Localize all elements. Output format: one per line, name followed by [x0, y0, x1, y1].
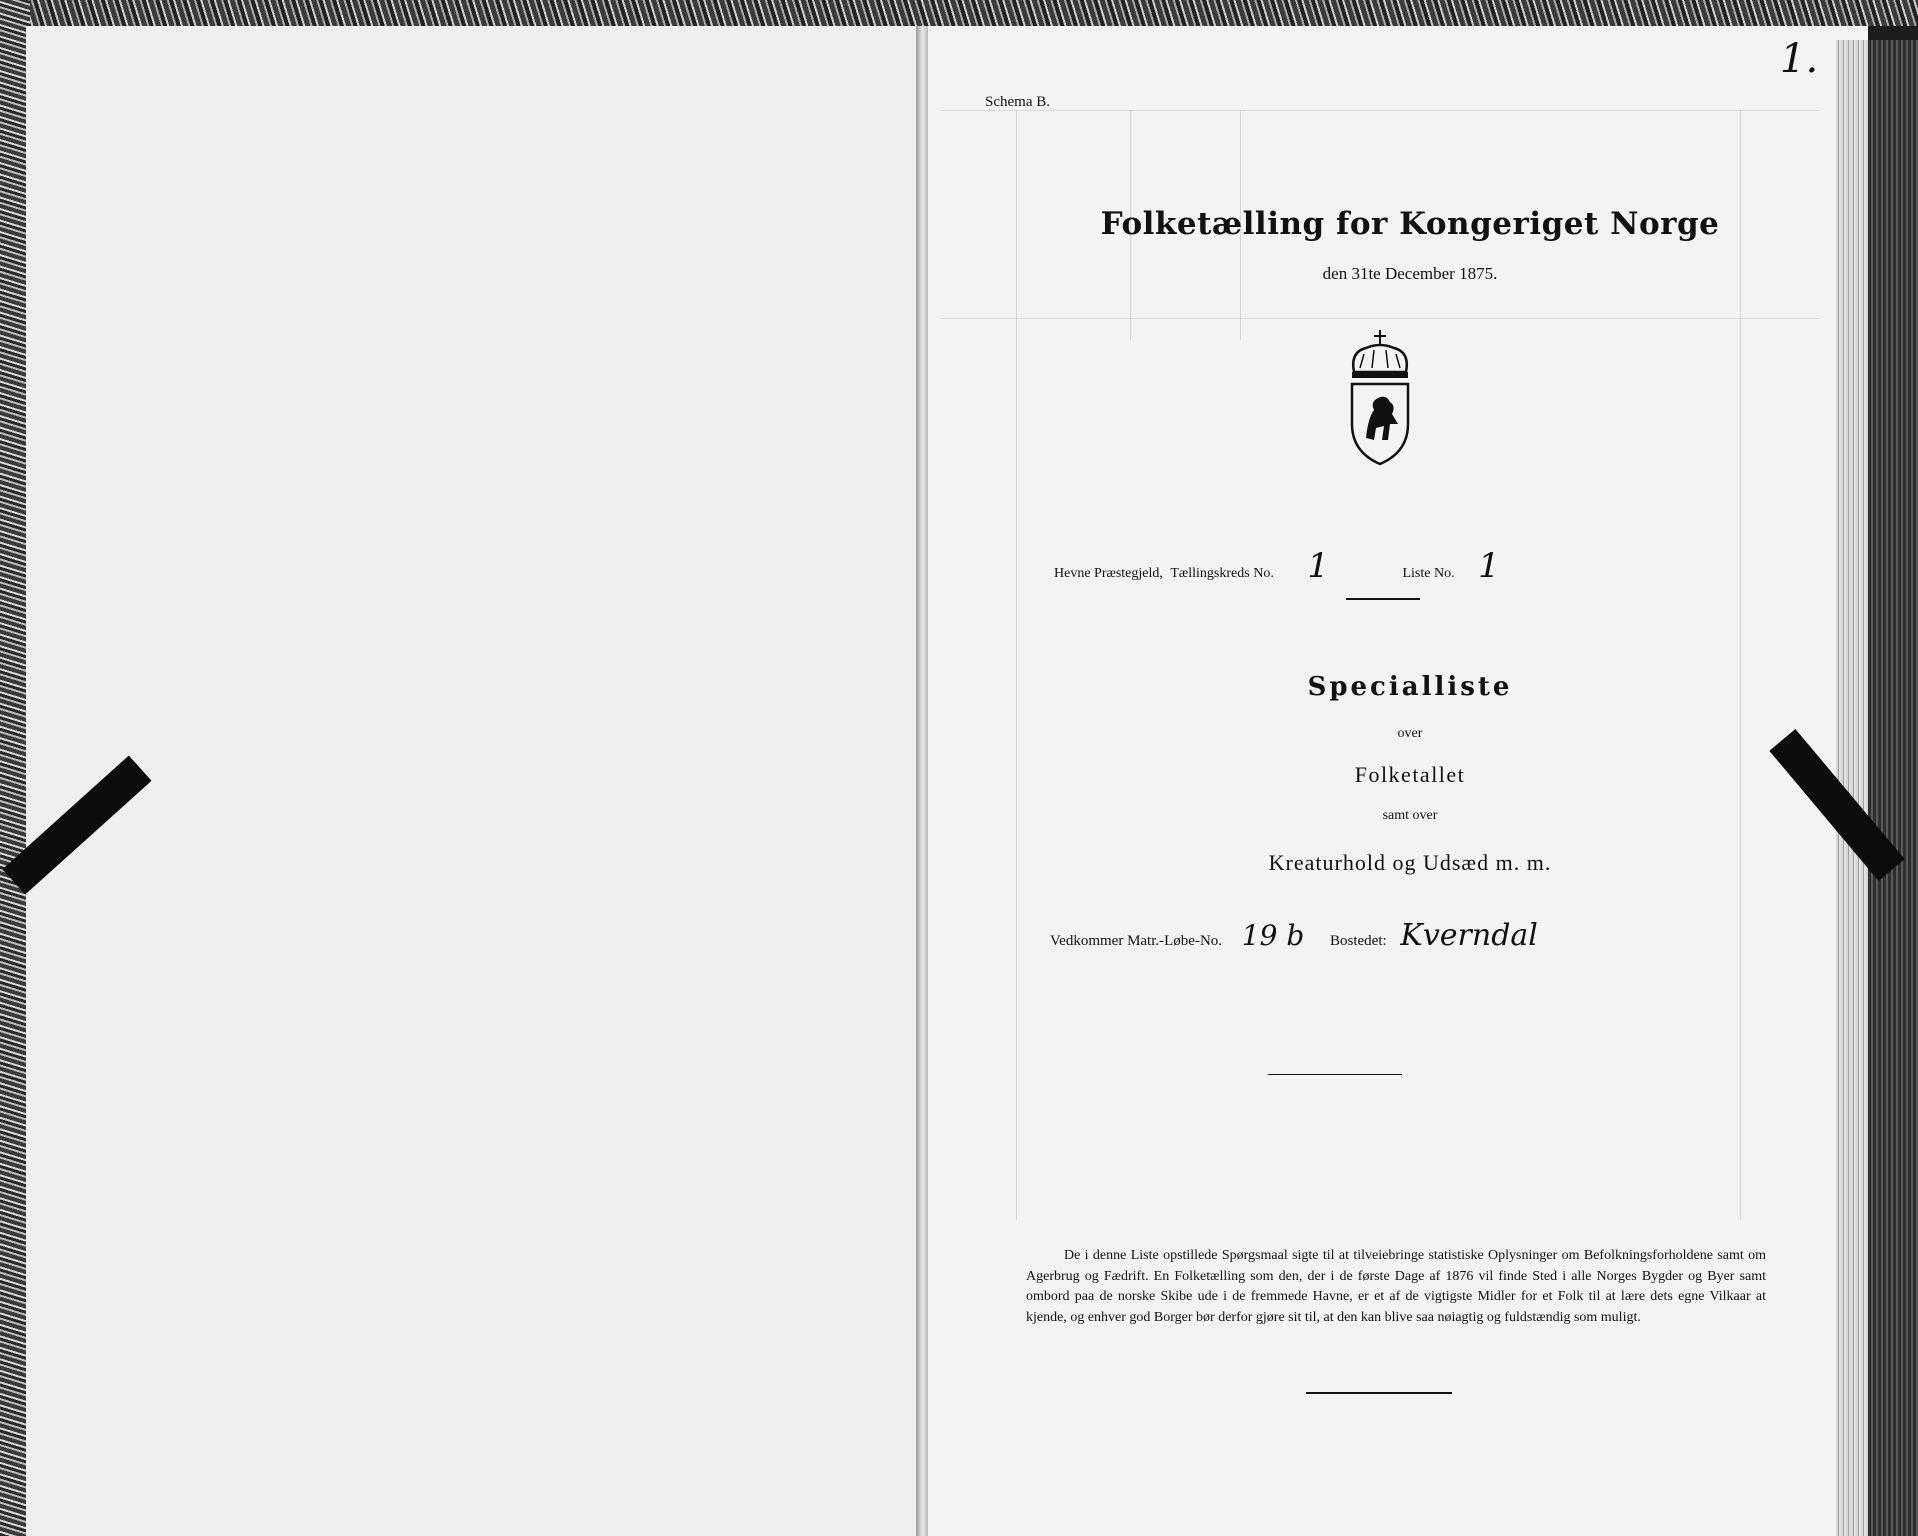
census-title: Folketælling for Kongeriget Norge: [1100, 206, 1720, 242]
district-line: [1054, 546, 1500, 586]
left-page-blank: [26, 26, 921, 1536]
folketallet-heading: Folketallet: [1354, 762, 1466, 787]
over-text: over: [1397, 726, 1423, 741]
bosted-label: Bostedet:: [1330, 933, 1387, 949]
matr-label: Vedkommer Matr.-Løbe-No.: [1050, 933, 1223, 949]
parish-label: Hevne Præstegjeld,: [1054, 566, 1163, 581]
notice-paragraph: De i denne Liste opstillede Spørgsmaal sigte til at tilveiebringe statistiske Oplysninger om Befolkningsforholdene samt om Agerbrug og Fædrift. En Folketælling som den, der i de første Dage af 1876 vil finde Sted i alle Norges Bygder og Byer samt ombord paa de norske Skibe ude i de fremmede Havne, er et af de vigtigste Midler for et Folk til at lære dets egne Vilkaar at kjende, og enhver god Borger bør derfor gjøre sit til, at den kan blive saa nøiagtig og fuldstændig som muligt.: [1026, 1248, 1766, 1325]
ghost-row-line: [940, 318, 1820, 319]
cover-edge-top: [0, 0, 1918, 26]
list-label: Liste No.: [1402, 566, 1455, 581]
district-number: 1: [1307, 546, 1329, 586]
ghost-row-line: [940, 110, 1820, 111]
cover-edge-right: [1868, 40, 1918, 1536]
census-date: den 31te December 1875.: [1322, 264, 1498, 283]
bosted-value: Kverndal: [1400, 918, 1538, 953]
divider: [1346, 598, 1420, 600]
page-number: 1.: [1780, 36, 1819, 82]
matr-value: 19 b: [1241, 919, 1305, 952]
specialliste-title: Specialliste: [1307, 672, 1513, 702]
list-number: 1: [1478, 546, 1500, 586]
divider: [1306, 1392, 1452, 1394]
coat-of-arms-icon: [1340, 328, 1420, 468]
samt-over-text: samt over: [1382, 808, 1438, 823]
schema-label: Schema B.: [985, 94, 1050, 110]
kreaturhold-heading: Kreaturhold og Udsæd m. m.: [1268, 850, 1552, 875]
divider: [1268, 1074, 1402, 1075]
district-label: Tællingskreds No.: [1170, 566, 1274, 581]
property-line: [1050, 918, 1538, 953]
